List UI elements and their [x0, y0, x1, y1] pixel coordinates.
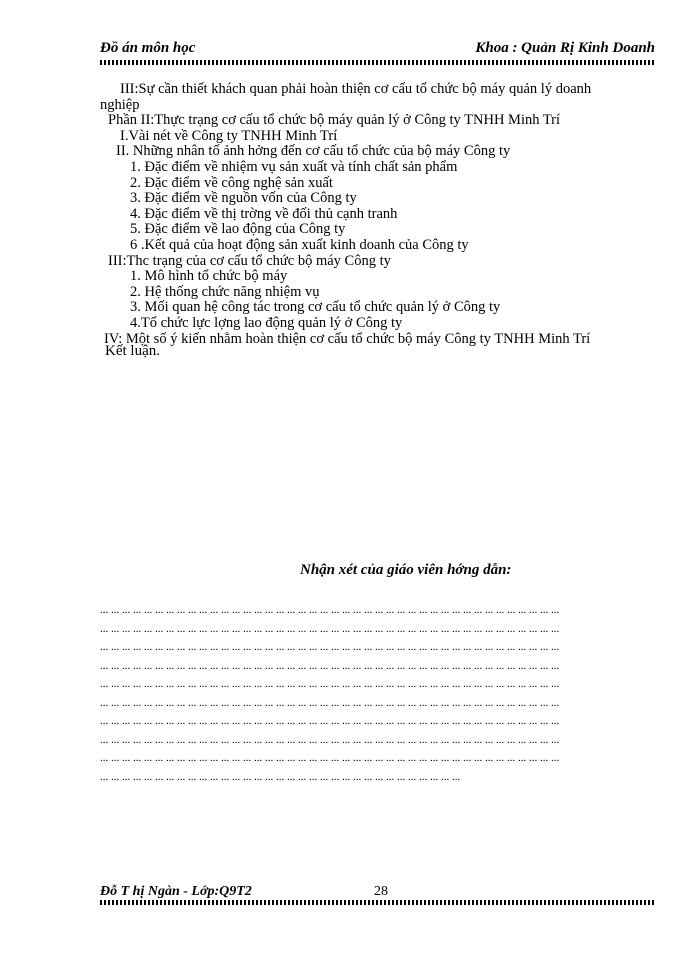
- toc-entry: III:Thc trạng của cơ cấu tổ chức bộ máy Công ty: [108, 252, 391, 269]
- teacher-remark-title: Nhận xét của giáo viên hớng dẫn:: [300, 562, 512, 578]
- toc-entry: Phần II:Thực trạng cơ cấu tổ chức bộ máy quản lý ở Công ty TNHH Minh Trí: [108, 112, 561, 129]
- dotted-line: ... ... ... ... ... ... ... ... ... ... ... ... ... ... ... ... ... ... ... ... ... ... ... ... ... ... ... ... ... ... ... ... ... ... ... ... ... ... ... ... ... ...: [100, 604, 560, 616]
- toc-entry: 1. Đặc điểm về nhiệm vụ sản xuất và tính chất sản phẩm: [130, 158, 458, 175]
- dotted-line: ... ... ... ... ... ... ... ... ... ... ... ... ... ... ... ... ... ... ... ... ... ... ... ... ... ... ... ... ... ... ... ... ... ... ... ... ... ... ... ... ... ...: [100, 752, 560, 764]
- toc-entry: 1. Mô hình tổ chức bộ máy: [130, 268, 288, 285]
- toc-entry: 4. Đặc điểm về thị trờng về đối thủ cạnh tranh: [130, 205, 398, 222]
- header-rule: [100, 60, 655, 65]
- remark-dotted-lines: [100, 604, 660, 789]
- toc-entry: 2. Đặc điểm về công nghệ sản xuất: [130, 174, 333, 191]
- dotted-line: ... ... ... ... ... ... ... ... ... ... ... ... ... ... ... ... ... ... ... ... ... ... ... ... ... ... ... ... ... ... ... ... ... ... ... ... ... ... ... ... ... ...: [100, 696, 560, 709]
- dotted-line: ... ... ... ... ... ... ... ... ... ... ... ... ... ... ... ... ... ... ... ... ... ... ... ... ... ... ... ... ... ... ... ... ... ... ... ... ... ... ... ... ... ...: [100, 733, 560, 746]
- dotted-line: ... ... ... ... ... ... ... ... ... ... ... ... ... ... ... ... ... ... ... ... ... ... ... ... ... ... ... ... ... ... ... ... ...: [100, 770, 461, 783]
- conclusion-heading: Kết luận.: [105, 343, 160, 359]
- toc-entry: 3. Đặc điểm về nguồn vốn của Công ty: [130, 190, 357, 207]
- table-of-contents: [100, 82, 670, 347]
- footer-rule: [100, 900, 655, 905]
- dotted-line: ... ... ... ... ... ... ... ... ... ... ... ... ... ... ... ... ... ... ... ... ... ... ... ... ... ... ... ... ... ... ... ... ... ... ... ... ... ... ... ... ... ...: [100, 659, 560, 672]
- dotted-line: ... ... ... ... ... ... ... ... ... ... ... ... ... ... ... ... ... ... ... ... ... ... ... ... ... ... ... ... ... ... ... ... ... ... ... ... ... ... ... ... ... ...: [100, 622, 560, 635]
- dotted-line: ... ... ... ... ... ... ... ... ... ... ... ... ... ... ... ... ... ... ... ... ... ... ... ... ... ... ... ... ... ... ... ... ... ... ... ... ... ... ... ... ... ...: [100, 641, 560, 653]
- dotted-line: ... ... ... ... ... ... ... ... ... ... ... ... ... ... ... ... ... ... ... ... ... ... ... ... ... ... ... ... ... ... ... ... ... ... ... ... ... ... ... ... ... ...: [100, 715, 560, 727]
- toc-entry: 2. Hệ thống chức năng nhiệm vụ: [130, 283, 320, 300]
- dotted-line: ... ... ... ... ... ... ... ... ... ... ... ... ... ... ... ... ... ... ... ... ... ... ... ... ... ... ... ... ... ... ... ... ... ... ... ... ... ... ... ... ... ...: [100, 678, 560, 690]
- header-faculty: Khoa : Quản Rị Kinh Doanh: [475, 40, 655, 56]
- header-course-title: Đồ án môn học: [100, 40, 196, 56]
- toc-entry: 3. Mối quan hệ công tác trong cơ cấu tổ chức quản lý ở Công ty: [130, 299, 501, 316]
- toc-entry: II. Những nhân tố ảnh hởng đến cơ cấu tổ chức của bộ máy Công ty: [116, 143, 511, 160]
- toc-entry: IV: Một số ý kiến nhằm hoàn thiện cơ cấu tổ chức bộ máy Công ty TNHH Minh Trí: [104, 330, 591, 347]
- toc-entry: 4.Tổ chức lực lợng lao động quản lý ở Công ty: [130, 314, 403, 331]
- toc-entry: 5. Đặc điểm về lao động của Công ty: [130, 221, 346, 238]
- toc-entry: I.Vài nét về Công ty TNHH Minh Trí: [120, 127, 338, 144]
- page-header: [100, 40, 655, 62]
- footer-author: Đỗ T hị Ngàn - Lớp:Q9T2: [100, 884, 252, 899]
- toc-entry: III:Sự cần thiết khách quan phải hoàn thiện cơ cấu tổ chức bộ máy quản lý doanh: [120, 81, 592, 97]
- toc-entry: 6 .Kết quả của hoạt động sản xuất kinh doanh của Công ty: [130, 236, 469, 253]
- page-number: 28: [374, 884, 388, 899]
- toc-entry: nghiệp: [100, 96, 140, 113]
